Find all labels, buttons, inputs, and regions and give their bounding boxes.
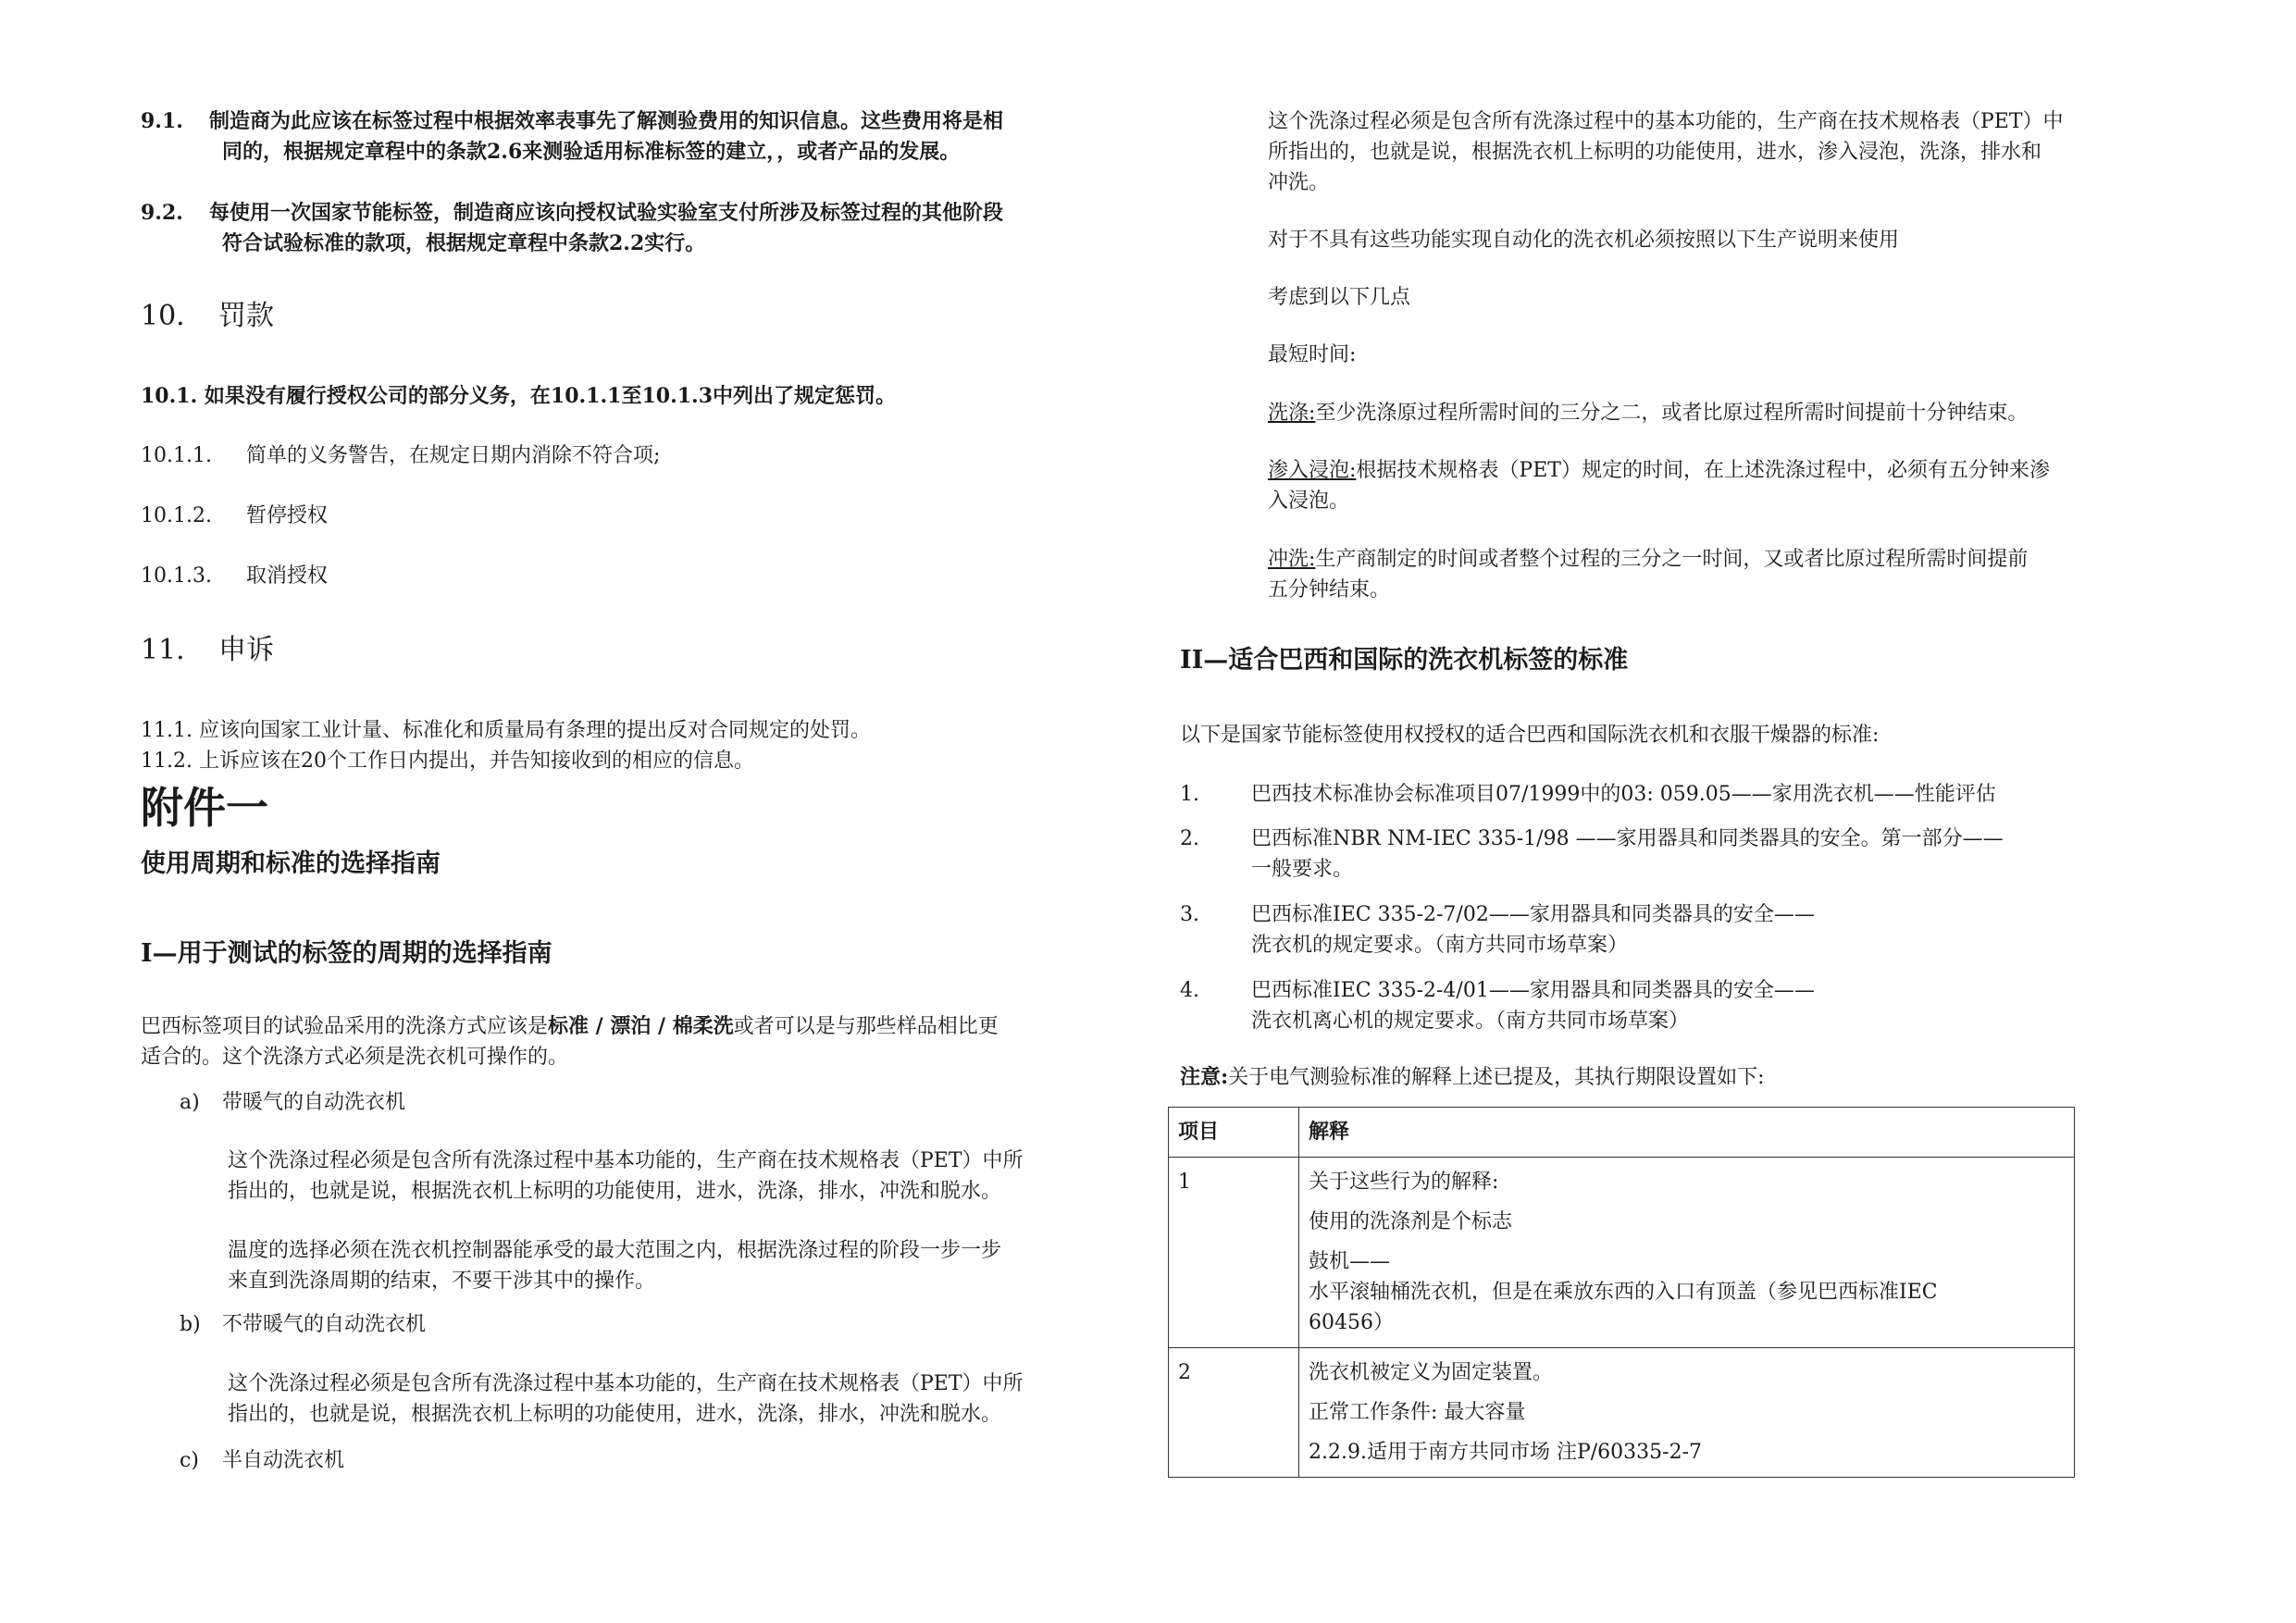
item-number: 9.1.: [141, 109, 183, 133]
note-label: 注意:: [1180, 1065, 1229, 1089]
table-row: [1169, 1348, 2075, 1478]
list-number: 1.: [1180, 783, 1199, 806]
table-cell-explanation: [1299, 1348, 2075, 1478]
item-number: 10.1.2.: [141, 504, 212, 527]
table-header-explanation: 解释: [1299, 1108, 2075, 1158]
wash-mode-emphasis: 标准 / 漂泊 / 棉柔洗: [548, 1014, 734, 1038]
section-2-intro: 以下是国家节能标签使用权授权的适合巴西和国际洗衣机和衣服干燥器的标准:: [1180, 724, 1880, 747]
note-text: 关于电气测验标准的解释上述已提及，其执行期限设置如下:: [1228, 1066, 1765, 1089]
list-marker: c): [180, 1449, 199, 1472]
annex-title: 附件一: [141, 783, 268, 833]
list-number: 2.: [1180, 827, 1199, 850]
paragraph-line: 制造商为此应该在标签过程中根据效率表事先了解测验费用的知识信息。这些费用将是相: [209, 109, 1004, 133]
list-item-title: 带暖气的自动洗衣机: [222, 1091, 406, 1114]
item-text: 取消授权: [246, 564, 329, 588]
annex-subtitle: 使用周期和标准的选择指南: [141, 849, 441, 878]
cell-line: 2.2.9.适用于南方共同市场 注P/60335-2-7: [1309, 1441, 1703, 1464]
note: [1180, 1062, 1765, 1093]
table-cell-item: 1: [1169, 1158, 1299, 1348]
heading-number: 11.: [141, 634, 185, 666]
item-text: 简单的义务警告，在规定日期内消除不符合项;: [246, 444, 661, 467]
paragraph-line: 每使用一次国家节能标签，制造商应该向授权试验实验室支付所涉及标签过程的其他阶段: [209, 201, 1004, 225]
cell-line: 60456）: [1309, 1311, 1394, 1334]
section-2-title: II—适合巴西和国际的洗衣机标签的标准: [1180, 646, 1629, 675]
table-header-row: [1169, 1108, 2075, 1158]
list-text: 巴西技术标准协会标准项目07/1999中的03: 059.05——家用洗衣机——性能评估: [1251, 783, 1996, 806]
table-header-item: 项目: [1169, 1108, 1299, 1158]
paragraph: 考虑到以下几点: [1268, 286, 1411, 309]
list-text: 巴西标准IEC 335-2-7/02——家用器具和同类器具的安全——: [1251, 903, 1815, 926]
soak-text: 根据技术规格表（PET）规定的时间，在上述洗涤过程中，必须有五分钟来渗: [1356, 459, 2050, 482]
list-text: 洗衣机离心机的规定要求。（南方共同市场草案）: [1251, 1010, 1690, 1033]
intro-paragraph-line: [141, 1011, 999, 1042]
soak-duration: [1268, 455, 2050, 486]
section-1-title: I—用于测试的标签的周期的选择指南: [141, 939, 552, 968]
cell-line: 正常工作条件: 最大容量: [1309, 1401, 1526, 1424]
paragraph-line: 所指出的，也就是说，根据洗衣机上标明的功能使用，进水，渗入浸泡，洗涤，排水和: [1268, 141, 2042, 164]
rinse-duration: [1268, 544, 2028, 575]
section-11-2: 11.2. 上诉应该在20个工作日内提出，并告知接收到的相应的信息。: [141, 750, 754, 773]
rinse-label: 冲洗:: [1268, 548, 1316, 571]
cell-line: 鼓机——: [1309, 1250, 1391, 1273]
paragraph-line: 这个洗涤过程必须是包含所有洗涤过程中的基本功能的，生产商在技术规格表（PET）中: [1268, 110, 2064, 133]
paragraph: 对于不具有这些功能实现自动化的洗衣机必须按照以下生产说明来使用: [1268, 229, 1900, 252]
item-number: 9.2.: [141, 201, 183, 225]
paragraph-line: 符合试验标准的款项，根据规定章程中条款2.2实行。: [222, 231, 706, 255]
paragraph-line: 五分钟结束。: [1268, 578, 1391, 601]
intro-paragraph-line: 适合的。这个洗涤方式必须是洗衣机可操作的。: [141, 1046, 569, 1069]
section-10-1: 10.1. 如果没有履行授权公司的部分义务，在10.1.1至10.1.3中列出了规定惩罚。: [141, 384, 897, 408]
explanation-table: [1168, 1107, 2075, 1478]
cell-line: 水平滚轴桶洗衣机，但是在乘放东西的入口有顶盖（参见巴西标准IEC: [1309, 1281, 1938, 1304]
table-cell-explanation: [1299, 1158, 2075, 1348]
list-marker: b): [180, 1313, 201, 1336]
list-text: 洗衣机的规定要求。（南方共同市场草案）: [1251, 934, 1629, 957]
paragraph-line: 这个洗涤过程必须是包含所有洗涤过程中基本功能的，生产商在技术规格表（PET）中所: [228, 1372, 1024, 1395]
cell-line: 使用的洗涤剂是个标志: [1309, 1210, 1513, 1233]
item-text: 暂停授权: [246, 504, 329, 527]
list-text: 巴西标准NBR NM-IEC 335-1/98 ——家用器具和同类器具的安全。第一部分——: [1251, 827, 2004, 850]
paragraph-line: 同的，根据规定章程中的条款2.6来测验适用标准标签的建立，，或者产品的发展。: [222, 140, 961, 164]
paragraph-line: 这个洗涤过程必须是包含所有洗涤过程中基本功能的，生产商在技术规格表（PET）中所: [228, 1149, 1024, 1172]
list-number: 4.: [1180, 979, 1199, 1002]
rinse-text: 生产商制定的时间或者整个过程的三分之一时间，又或者比原过程所需时间提前: [1315, 548, 2029, 571]
list-text: 一般要求。: [1251, 858, 1354, 881]
wash-label: 洗涤:: [1268, 402, 1316, 425]
list-item-title: 半自动洗衣机: [222, 1449, 345, 1472]
table-row: [1169, 1158, 2075, 1348]
wash-duration: [1268, 398, 2028, 428]
list-marker: a): [180, 1091, 200, 1114]
heading-title: 申诉: [218, 634, 274, 666]
heading-number: 10.: [141, 300, 185, 332]
paragraph-line: 入浸泡。: [1268, 489, 1350, 513]
wash-text: 至少洗涤原过程所需时间的三分之二，或者比原过程所需时间提前十分钟结束。: [1315, 402, 2029, 425]
list-text: 巴西标准IEC 335-2-4/01——家用器具和同类器具的安全——: [1251, 979, 1815, 1002]
intro-text: 或者可以是与那些样品相比更: [733, 1015, 999, 1038]
paragraph-line: 指出的，也就是说，根据洗衣机上标明的功能使用，进水，洗涤，排水，冲洗和脱水。: [228, 1180, 1002, 1203]
paragraph: 最短时间:: [1268, 343, 1357, 366]
cell-line: 洗衣机被定义为固定装置。: [1309, 1361, 1554, 1384]
list-item-title: 不带暖气的自动洗衣机: [222, 1313, 427, 1336]
paragraph-line: 来直到洗涤周期的结束，不要干涉其中的操作。: [228, 1270, 656, 1293]
paragraph-line: 温度的选择必须在洗衣机控制器能承受的最大范围之内，根据洗涤过程的阶段一步一步: [228, 1239, 1002, 1262]
intro-text: 巴西标签项目的试验品采用的洗涤方式应该是: [141, 1015, 549, 1038]
section-11-1: 11.1. 应该向国家工业计量、标准化和质量局有条理的提出反对合同规定的处罚。: [141, 719, 871, 742]
cell-line: 关于这些行为的解释:: [1309, 1171, 1499, 1194]
item-number: 10.1.3.: [141, 564, 212, 588]
heading-title: 罚款: [218, 300, 274, 332]
paragraph-line: 指出的，也就是说，根据洗衣机上标明的功能使用，进水，洗涤，排水，冲洗和脱水。: [228, 1403, 1002, 1426]
soak-label: 渗入浸泡:: [1268, 459, 1357, 482]
paragraph-line: 冲洗。: [1268, 171, 1330, 194]
item-number: 10.1.1.: [141, 444, 212, 467]
table-cell-item: 2: [1169, 1348, 1299, 1478]
list-number: 3.: [1180, 903, 1199, 926]
